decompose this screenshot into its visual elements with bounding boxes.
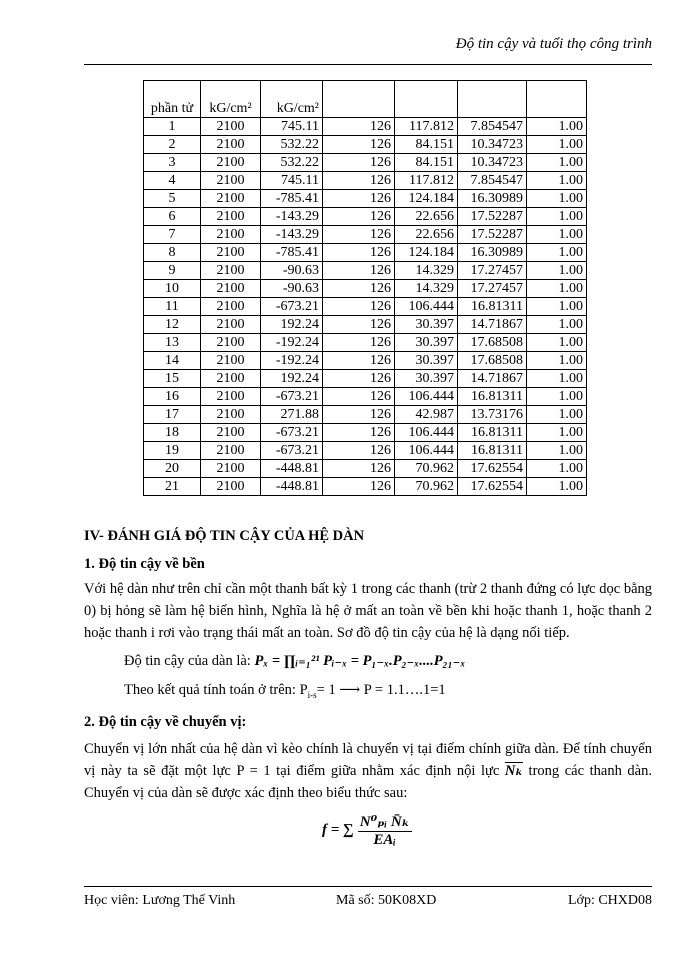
table-cell: 126 [323,460,395,478]
table-row [144,208,587,226]
table-cell: 1.00 [527,208,587,226]
table-cell: 1.00 [527,298,587,316]
formula-numerator: N⁰ₚᵢ N̄ₖ [359,814,410,830]
table-cell: 2100 [201,280,261,298]
table-cell: 30.397 [395,352,458,370]
table-cell: 17.27457 [458,280,527,298]
table-cell: 532.22 [261,136,323,154]
table-cell: -448.81 [261,460,323,478]
table-cell: 8 [144,244,201,262]
table-cell: 14.329 [395,262,458,280]
footer-class: Lớp: CHXD08 [567,893,652,908]
table-cell: 1.00 [527,226,587,244]
section-title: IV- ĐÁNH GIÁ ĐỘ TIN CẬY CỦA HỆ DÀN [84,528,365,544]
table-header-cell: kG/cm² [261,81,323,118]
table-cell: 14 [144,352,201,370]
table-header-cell: kG/cm² [201,81,261,118]
table-cell: 17.27457 [458,262,527,280]
table-cell: 126 [323,298,395,316]
table-row [144,388,587,406]
table-row [144,298,587,316]
table-cell: 17.52287 [458,226,527,244]
table-cell: 1.00 [527,172,587,190]
table-cell: 13.73176 [458,406,527,424]
table-cell: 2100 [201,460,261,478]
formula-fraction [358,812,412,849]
header-rule [84,64,652,65]
table-row [144,478,587,496]
table-cell: -785.41 [261,244,323,262]
table-cell: -192.24 [261,334,323,352]
table-cell: 13 [144,334,201,352]
table-cell: 126 [323,280,395,298]
table-cell: 1.00 [527,334,587,352]
formula-denominator: EAᵢ [373,832,396,848]
table-row [144,370,587,388]
table-cell: 1.00 [527,388,587,406]
table-header-cell [458,81,527,118]
table-cell: 1.00 [527,118,587,136]
table-cell: 17.62554 [458,478,527,496]
series-reliability-formula: Pₓ = ∏ᵢ₌₁²¹ Pᵢ₋ₓ = P₁₋ₓ.P₂₋ₓ....P₂₁₋ₓ [254,653,466,669]
table-cell: 2100 [201,298,261,316]
table-cell: 106.444 [395,298,458,316]
table-cell: 126 [323,190,395,208]
table-row [144,280,587,298]
table-cell: 126 [323,316,395,334]
table-cell: -673.21 [261,298,323,316]
table-cell: 126 [323,244,395,262]
footer-rule [84,886,652,887]
table-cell: 2100 [201,262,261,280]
results-table [143,80,587,496]
table-row [144,334,587,352]
table-row [144,190,587,208]
table-cell: 126 [323,406,395,424]
table-cell: 1.00 [527,460,587,478]
table-header-row [144,81,587,118]
table-cell: 20 [144,460,201,478]
table-cell: 124.184 [395,244,458,262]
strength-formula-line [124,652,465,670]
table-row [144,172,587,190]
table-cell: 106.444 [395,388,458,406]
table-cell: 17 [144,406,201,424]
table-cell: -90.63 [261,262,323,280]
table-cell: 16.30989 [458,244,527,262]
table-cell: 1 [144,118,201,136]
displacement-paragraph [84,738,652,804]
displacement-text-b: trong các thanh dàn. Chuyển vị của dàn sẽ được xác định theo biểu thức sau: [84,763,652,801]
formula-lhs: f = ∑ [322,822,354,838]
table-cell: 18 [144,424,201,442]
table-row [144,352,587,370]
table-row [144,136,587,154]
table-row [144,316,587,334]
table-cell: 1.00 [527,406,587,424]
table-cell: 126 [323,208,395,226]
table-cell: 16.30989 [458,190,527,208]
displacement-formula [322,812,412,849]
table-cell: -673.21 [261,442,323,460]
table-cell: 126 [323,352,395,370]
table-row [144,406,587,424]
table-cell: 271.88 [261,406,323,424]
table-cell: 2100 [201,388,261,406]
table-cell: 70.962 [395,478,458,496]
table-cell: 6 [144,208,201,226]
table-cell: 84.151 [395,154,458,172]
table-row [144,424,587,442]
table-cell: 2100 [201,442,261,460]
table-cell: 126 [323,118,395,136]
table-cell: 3 [144,154,201,172]
table-row [144,118,587,136]
table-cell: -785.41 [261,190,323,208]
table-row [144,226,587,244]
table-cell: 14.71867 [458,370,527,388]
table-cell: 126 [323,154,395,172]
table-header-cell: phần tử [144,81,201,118]
table-cell: 126 [323,478,395,496]
table-row [144,154,587,172]
table-cell: 30.397 [395,316,458,334]
table-cell: 1.00 [527,262,587,280]
table-cell: 1.00 [527,244,587,262]
table-cell: 106.444 [395,424,458,442]
table-cell: 1.00 [527,136,587,154]
table-cell: 1.00 [527,424,587,442]
table-cell: 126 [323,424,395,442]
table-cell: 22.656 [395,208,458,226]
table-cell: -143.29 [261,208,323,226]
table-cell: 2100 [201,118,261,136]
table-cell: 126 [323,370,395,388]
table-cell: 16.81311 [458,442,527,460]
table-cell: 11 [144,298,201,316]
table-cell: 17.62554 [458,460,527,478]
table-cell: 7.854547 [458,172,527,190]
table-cell: 84.151 [395,136,458,154]
table-cell: 7 [144,226,201,244]
table-cell: 19 [144,442,201,460]
table-cell: 17.68508 [458,334,527,352]
table-cell: 2100 [201,334,261,352]
table-cell: 21 [144,478,201,496]
table-row [144,460,587,478]
table-cell: 1.00 [527,316,587,334]
table-cell: 126 [323,226,395,244]
table-cell: 2100 [201,352,261,370]
table-cell: 30.397 [395,370,458,388]
table-cell: 192.24 [261,370,323,388]
table-cell: 124.184 [395,190,458,208]
displacement-text-a: Chuyển vị lớn nhất của hệ dàn vì kèo chính là chuyển vị tại điểm chính giữa dàn. Để tính chuyển vị này ta sẽ đặt một lực P = 1 tại điểm giữa nhằm xác định nội lực [84,741,652,779]
table-cell: -143.29 [261,226,323,244]
footer-code: Mã số: 50K08XD [336,893,437,908]
table-cell: 532.22 [261,154,323,172]
table-cell: 2100 [201,208,261,226]
table-cell: 5 [144,190,201,208]
table-cell: 10.34723 [458,154,527,172]
table-cell: 1.00 [527,370,587,388]
table-cell: 117.812 [395,118,458,136]
table-row [144,442,587,460]
table-cell: 15 [144,370,201,388]
table-cell: 126 [323,334,395,352]
formula-label: Độ tin cậy của dàn là: [124,653,255,669]
table-cell: 2100 [201,316,261,334]
table-cell: 14.329 [395,280,458,298]
table-cell: 10 [144,280,201,298]
table-cell: -90.63 [261,280,323,298]
nk-symbol: $\overline{N_k}$ [504,763,523,779]
table-cell: 745.11 [261,172,323,190]
strength-paragraph: Với hệ dàn như trên chỉ cần một thanh bất kỳ 1 trong các thanh (trừ 2 thanh đứng có lực dọc bằng 0) bị hỏng sẽ làm hệ biến hình, Nghĩa là hệ ở mất an toàn về bền khi hoặc thanh 1, hoặc thanh 2 hoặc thanh i rơi vào trạng thái mất an toàn. Sơ đồ độ tin cậy của hệ là dạng nối tiếp. [84,581,652,641]
table-cell: 126 [323,388,395,406]
table-cell: 16 [144,388,201,406]
table-cell: 126 [323,136,395,154]
result-subscript: i-s [307,689,317,700]
table-cell: 192.24 [261,316,323,334]
table-cell: -673.21 [261,388,323,406]
table-body [144,118,587,496]
table-cell: 2100 [201,154,261,172]
table-cell: 12 [144,316,201,334]
table-cell: 2 [144,136,201,154]
table-cell: 1.00 [527,442,587,460]
table-cell: 126 [323,262,395,280]
table-cell: 1.00 [527,478,587,496]
table-cell: 2100 [201,478,261,496]
table-cell: 22.656 [395,226,458,244]
table-cell: 2100 [201,226,261,244]
table-cell: 1.00 [527,190,587,208]
table-cell: 17.68508 [458,352,527,370]
table-cell: 2100 [201,406,261,424]
table-cell: 4 [144,172,201,190]
table-cell: 70.962 [395,460,458,478]
table-row [144,244,587,262]
table-cell: 1.00 [527,352,587,370]
table-cell: 42.987 [395,406,458,424]
table-cell: 2100 [201,244,261,262]
table-header-cell [395,81,458,118]
table-row [144,262,587,280]
table-cell: 7.854547 [458,118,527,136]
table-cell: 30.397 [395,334,458,352]
footer-student: Học viên: Lương Thế Vinh [84,893,236,908]
table-cell: 2100 [201,190,261,208]
table-cell: -673.21 [261,424,323,442]
table-cell: 106.444 [395,442,458,460]
table-cell: 10.34723 [458,136,527,154]
table-cell: 2100 [201,172,261,190]
subsection-title-displacement: 2. Độ tin cậy về chuyển vị: [84,714,247,730]
header-title: Độ tin cậy và tuổi thọ công trình [455,36,652,52]
table-cell: 2100 [201,136,261,154]
table-cell: 117.812 [395,172,458,190]
table-cell: 126 [323,442,395,460]
table-cell: -448.81 [261,478,323,496]
table-cell: 17.52287 [458,208,527,226]
table-header-cell [323,81,395,118]
table-cell: 9 [144,262,201,280]
table-cell: 1.00 [527,280,587,298]
subsection-title-strength: 1. Độ tin cậy về bền [84,556,205,572]
strength-result-line [124,682,446,700]
table-cell: -192.24 [261,352,323,370]
result-prefix: Theo kết quả tính toán ở trên: P [124,682,308,698]
table-cell: 16.81311 [458,424,527,442]
table-cell: 1.00 [527,154,587,172]
table-cell: 2100 [201,370,261,388]
table-cell: 126 [323,172,395,190]
table-cell: 16.81311 [458,298,527,316]
table-cell: 14.71867 [458,316,527,334]
table-cell: 16.81311 [458,388,527,406]
table-header-cell [527,81,587,118]
result-suffix: = 1 ⟶ P = 1.1….1=1 [316,682,446,698]
table-cell: 2100 [201,424,261,442]
table-cell: 745.11 [261,118,323,136]
